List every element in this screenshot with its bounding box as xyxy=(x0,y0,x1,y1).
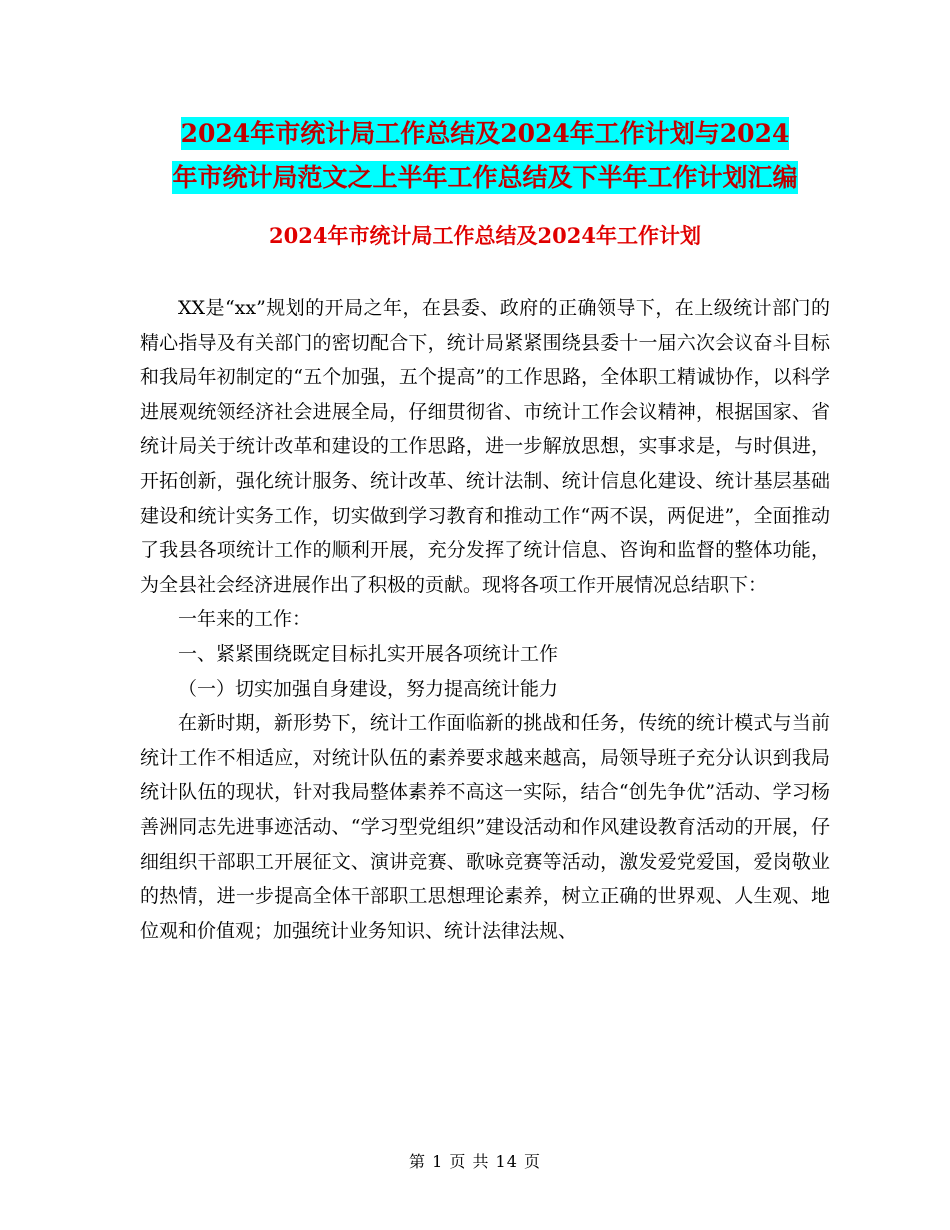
page-footer: 第 1 页 共 14 页 xyxy=(409,1152,541,1171)
document-title-line2: 年市统计局范文之上半年工作总结及下半年工作计划汇编 xyxy=(172,163,798,192)
document-body xyxy=(140,291,830,948)
paragraph-intro: XX是“xx”规划的开局之年，在县委、政府的正确领导下，在上级统计部门的精心指导及有关部门的密切配合下，统计局紧紧围绕县委十一届六次会议奋斗目标和我局年初制定的“五个加强，五个提高”的工作思路，全体职工精诚协作，以科学进展观统领经济社会进展全局，仔细贯彻省、市统计工作会议精神，根据国家、省统计局关于统计改革和建设的工作思路，进一步解放思想，实事求是，与时俱进，开拓创新，强化统计服务、统计改革、统计法制、统计信息化建设、统计基层基础建设和统计实务工作，切实做到学习教育和推动工作“两不误，两促进”，全面推动了我县各项统计工作的顺利开展，充分发挥了统计信息、咨询和监督的整体功能，为全县社会经济进展作出了积极的贡献。现将各项工作开展情况总结职下： xyxy=(140,297,830,596)
section-title: 2024年市统计局工作总结及2024年工作计划 xyxy=(269,223,701,248)
paragraph-heading-1: 一、紧紧围绕既定目标扎实开展各项统计工作 xyxy=(178,642,559,665)
paragraph-body: 在新时期，新形势下，统计工作面临新的挑战和任务，传统的统计模式与当前统计工作不相适应，对统计队伍的素养要求越来越高，局领导班子充分认识到我局统计队伍的现状，针对我局整体素养不高这一实际，结合“创先争优”活动、学习杨善洲同志先进事迹活动、“学习型党组织”建设活动和作风建设教育活动的开展，仔细组织干部职工开展征文、演讲竞赛、歌咏竞赛等活动，激发爱党爱国，爱岗敬业的热情，进一步提高全体干部职工思想理论素养，树立正确的世界观、人生观、地位观和价值观；加强统计业务知识、统计法律法规、 xyxy=(140,712,830,942)
paragraph-heading-1-1: （一）切实加强自身建设，努力提高统计能力 xyxy=(178,677,559,700)
document-title xyxy=(140,112,830,200)
paragraph-heading-year: 一年来的工作： xyxy=(178,608,312,631)
document-title-line1: 2024年市统计局工作总结及2024年工作计划与2024 xyxy=(180,119,790,148)
